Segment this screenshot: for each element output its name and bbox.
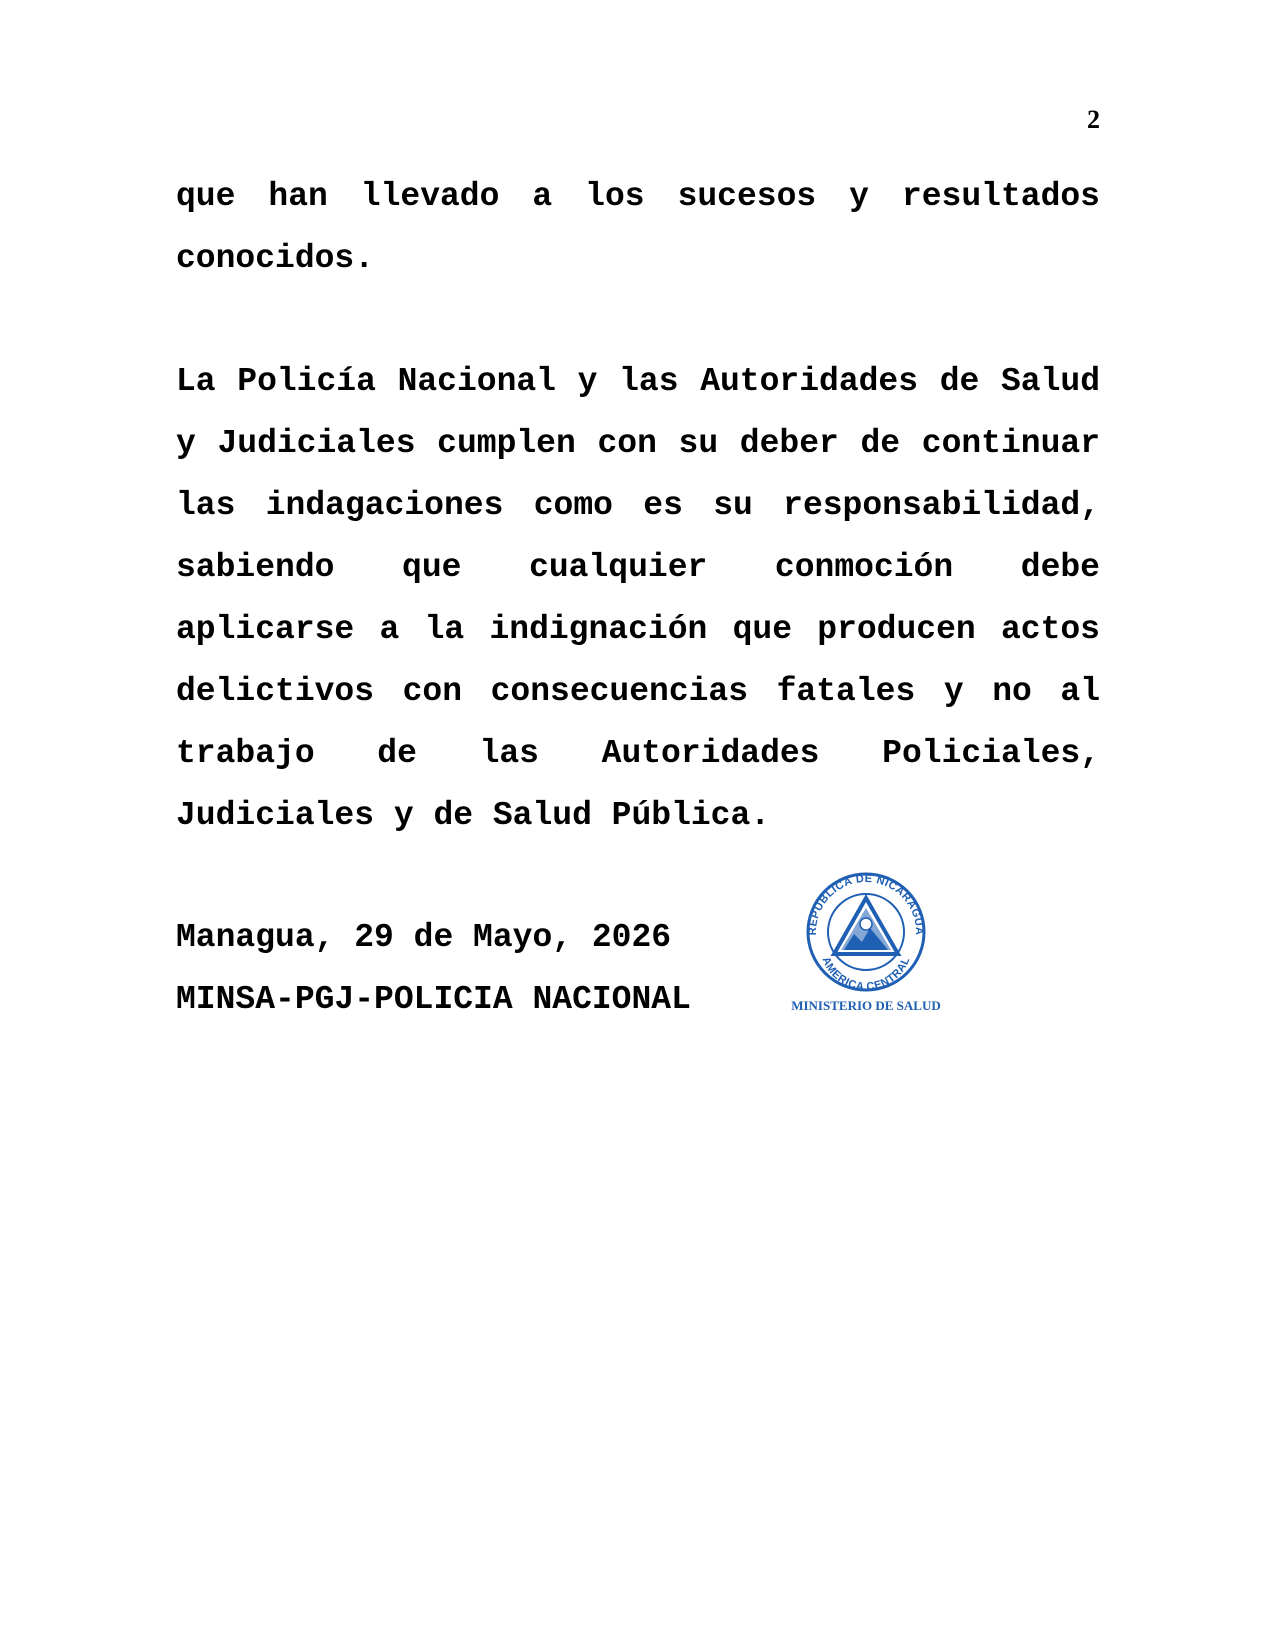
seal-ring-text-top: REPUBLICA DE NICARAGUA <box>806 872 926 936</box>
seal-ring-text-bottom: AMERICA CENTRAL <box>819 955 913 994</box>
ministry-seal-icon <box>770 868 970 1018</box>
issuer: MINSA-PGJ-POLICIA NACIONAL <box>176 981 691 1018</box>
svg-text:AMERICA CENTRAL <box>820 955 913 993</box>
paragraph-main: La Policía Nacional y las Autoridades de Salud y Judiciales cumplen con su deber de continuar las indagaciones como es su responsabilidad, sabiendo que cualquier conmoción debe aplicarse a la indignación que producen actos delictivos con consecuencias fatales y no al trabajo de las Autoridades Policiales, Judiciales y de Salud Pública. <box>176 363 1100 834</box>
seal-caption: MINISTERIO DE SALUD <box>791 998 941 1013</box>
page-number: 2 <box>1087 105 1100 134</box>
paragraph-continuation: que han llevado a los sucesos y resultados conocidos. <box>176 178 1100 277</box>
place-date: Managua, 29 de Mayo, 2026 <box>176 919 672 956</box>
signature-block <box>176 907 691 1031</box>
